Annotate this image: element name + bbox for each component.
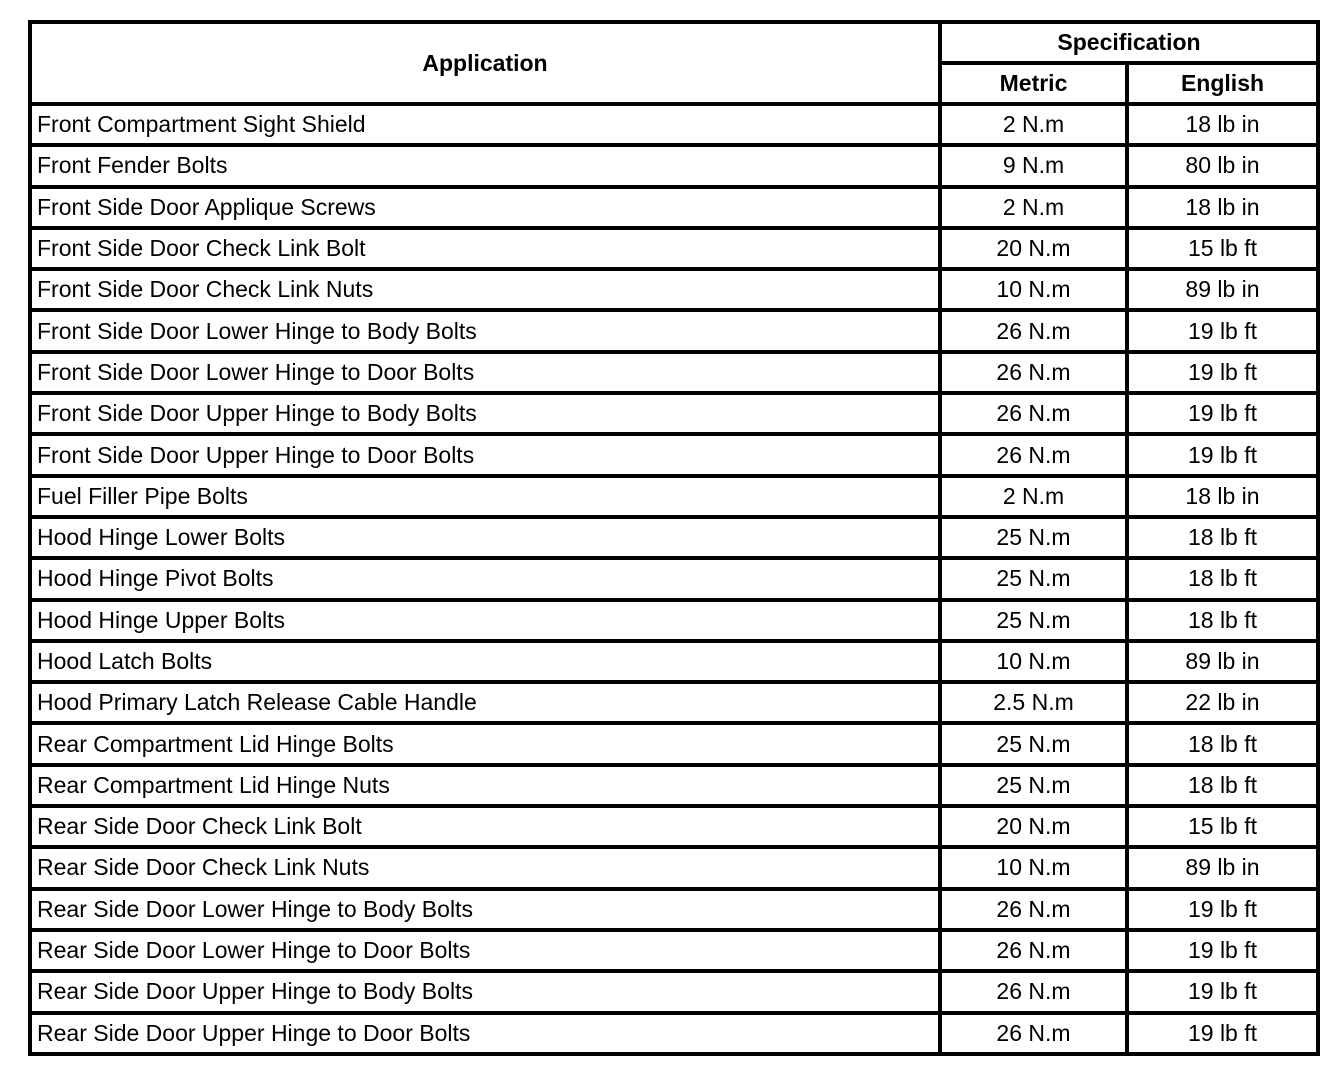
english-header: English — [1127, 63, 1318, 104]
english-cell: 18 lb ft — [1127, 600, 1318, 641]
application-cell: Hood Latch Bolts — [30, 641, 940, 682]
table-row — [30, 269, 1318, 310]
metric-cell: 10 N.m — [940, 847, 1127, 888]
application-cell: Front Side Door Applique Screws — [30, 187, 940, 228]
english-cell: 18 lb in — [1127, 104, 1318, 145]
table-row — [30, 104, 1318, 145]
english-cell: 19 lb ft — [1127, 1013, 1318, 1054]
metric-cell: 26 N.m — [940, 393, 1127, 434]
metric-cell: 25 N.m — [940, 517, 1127, 558]
english-cell: 19 lb ft — [1127, 434, 1318, 475]
english-cell: 19 lb ft — [1127, 971, 1318, 1012]
table-row — [30, 310, 1318, 351]
metric-cell: 26 N.m — [940, 930, 1127, 971]
table-row — [30, 600, 1318, 641]
metric-cell: 26 N.m — [940, 434, 1127, 475]
application-cell: Hood Hinge Upper Bolts — [30, 600, 940, 641]
metric-cell: 2 N.m — [940, 187, 1127, 228]
application-cell: Rear Side Door Lower Hinge to Door Bolts — [30, 930, 940, 971]
table-row — [30, 847, 1318, 888]
metric-cell: 26 N.m — [940, 1013, 1127, 1054]
table-header — [30, 22, 1318, 104]
application-cell: Front Side Door Lower Hinge to Door Bolts — [30, 352, 940, 393]
english-cell: 89 lb in — [1127, 847, 1318, 888]
metric-cell: 25 N.m — [940, 558, 1127, 599]
application-cell: Hood Hinge Lower Bolts — [30, 517, 940, 558]
table-row — [30, 889, 1318, 930]
english-cell: 18 lb in — [1127, 476, 1318, 517]
application-cell: Front Side Door Check Link Nuts — [30, 269, 940, 310]
english-cell: 19 lb ft — [1127, 352, 1318, 393]
english-cell: 22 lb in — [1127, 682, 1318, 723]
table-row — [30, 476, 1318, 517]
metric-cell: 2 N.m — [940, 476, 1127, 517]
table-row — [30, 806, 1318, 847]
english-cell: 80 lb in — [1127, 145, 1318, 186]
application-cell: Rear Compartment Lid Hinge Nuts — [30, 765, 940, 806]
application-header: Application — [30, 22, 940, 104]
table-row — [30, 187, 1318, 228]
application-cell: Hood Hinge Pivot Bolts — [30, 558, 940, 599]
header-row-top — [30, 22, 1318, 63]
specification-header: Specification — [940, 22, 1318, 63]
metric-header: Metric — [940, 63, 1127, 104]
english-cell: 18 lb ft — [1127, 558, 1318, 599]
table-body — [30, 104, 1318, 1054]
table-row — [30, 765, 1318, 806]
application-cell: Front Side Door Upper Hinge to Door Bolts — [30, 434, 940, 475]
application-cell: Hood Primary Latch Release Cable Handle — [30, 682, 940, 723]
english-cell: 15 lb ft — [1127, 228, 1318, 269]
metric-cell: 20 N.m — [940, 806, 1127, 847]
english-cell: 19 lb ft — [1127, 889, 1318, 930]
application-cell: Fuel Filler Pipe Bolts — [30, 476, 940, 517]
metric-cell: 20 N.m — [940, 228, 1127, 269]
english-cell: 18 lb in — [1127, 187, 1318, 228]
metric-cell: 26 N.m — [940, 352, 1127, 393]
application-cell: Rear Side Door Lower Hinge to Body Bolts — [30, 889, 940, 930]
application-cell: Front Compartment Sight Shield — [30, 104, 940, 145]
english-cell: 18 lb ft — [1127, 765, 1318, 806]
english-cell: 89 lb in — [1127, 641, 1318, 682]
application-cell: Front Fender Bolts — [30, 145, 940, 186]
english-cell: 19 lb ft — [1127, 310, 1318, 351]
application-cell: Front Side Door Upper Hinge to Body Bolts — [30, 393, 940, 434]
table-row — [30, 558, 1318, 599]
table-row — [30, 434, 1318, 475]
metric-cell: 2.5 N.m — [940, 682, 1127, 723]
table-row — [30, 723, 1318, 764]
metric-cell: 25 N.m — [940, 765, 1127, 806]
metric-cell: 26 N.m — [940, 971, 1127, 1012]
english-cell: 15 lb ft — [1127, 806, 1318, 847]
english-cell: 18 lb ft — [1127, 517, 1318, 558]
application-cell: Rear Side Door Upper Hinge to Body Bolts — [30, 971, 940, 1012]
metric-cell: 10 N.m — [940, 641, 1127, 682]
table-row — [30, 1013, 1318, 1054]
table-row — [30, 228, 1318, 269]
table-row — [30, 930, 1318, 971]
application-cell: Front Side Door Lower Hinge to Body Bolts — [30, 310, 940, 351]
table-row — [30, 145, 1318, 186]
application-cell: Rear Side Door Check Link Bolt — [30, 806, 940, 847]
metric-cell: 26 N.m — [940, 310, 1127, 351]
metric-cell: 2 N.m — [940, 104, 1127, 145]
application-cell: Rear Compartment Lid Hinge Bolts — [30, 723, 940, 764]
table-row — [30, 393, 1318, 434]
metric-cell: 26 N.m — [940, 889, 1127, 930]
table-row — [30, 641, 1318, 682]
table-row — [30, 682, 1318, 723]
english-cell: 89 lb in — [1127, 269, 1318, 310]
table-row — [30, 971, 1318, 1012]
metric-cell: 25 N.m — [940, 723, 1127, 764]
table-row — [30, 517, 1318, 558]
application-cell: Rear Side Door Upper Hinge to Door Bolts — [30, 1013, 940, 1054]
english-cell: 18 lb ft — [1127, 723, 1318, 764]
metric-cell: 10 N.m — [940, 269, 1127, 310]
metric-cell: 9 N.m — [940, 145, 1127, 186]
application-cell: Rear Side Door Check Link Nuts — [30, 847, 940, 888]
metric-cell: 25 N.m — [940, 600, 1127, 641]
application-cell: Front Side Door Check Link Bolt — [30, 228, 940, 269]
english-cell: 19 lb ft — [1127, 393, 1318, 434]
english-cell: 19 lb ft — [1127, 930, 1318, 971]
table-row — [30, 352, 1318, 393]
torque-spec-table — [28, 20, 1320, 1056]
